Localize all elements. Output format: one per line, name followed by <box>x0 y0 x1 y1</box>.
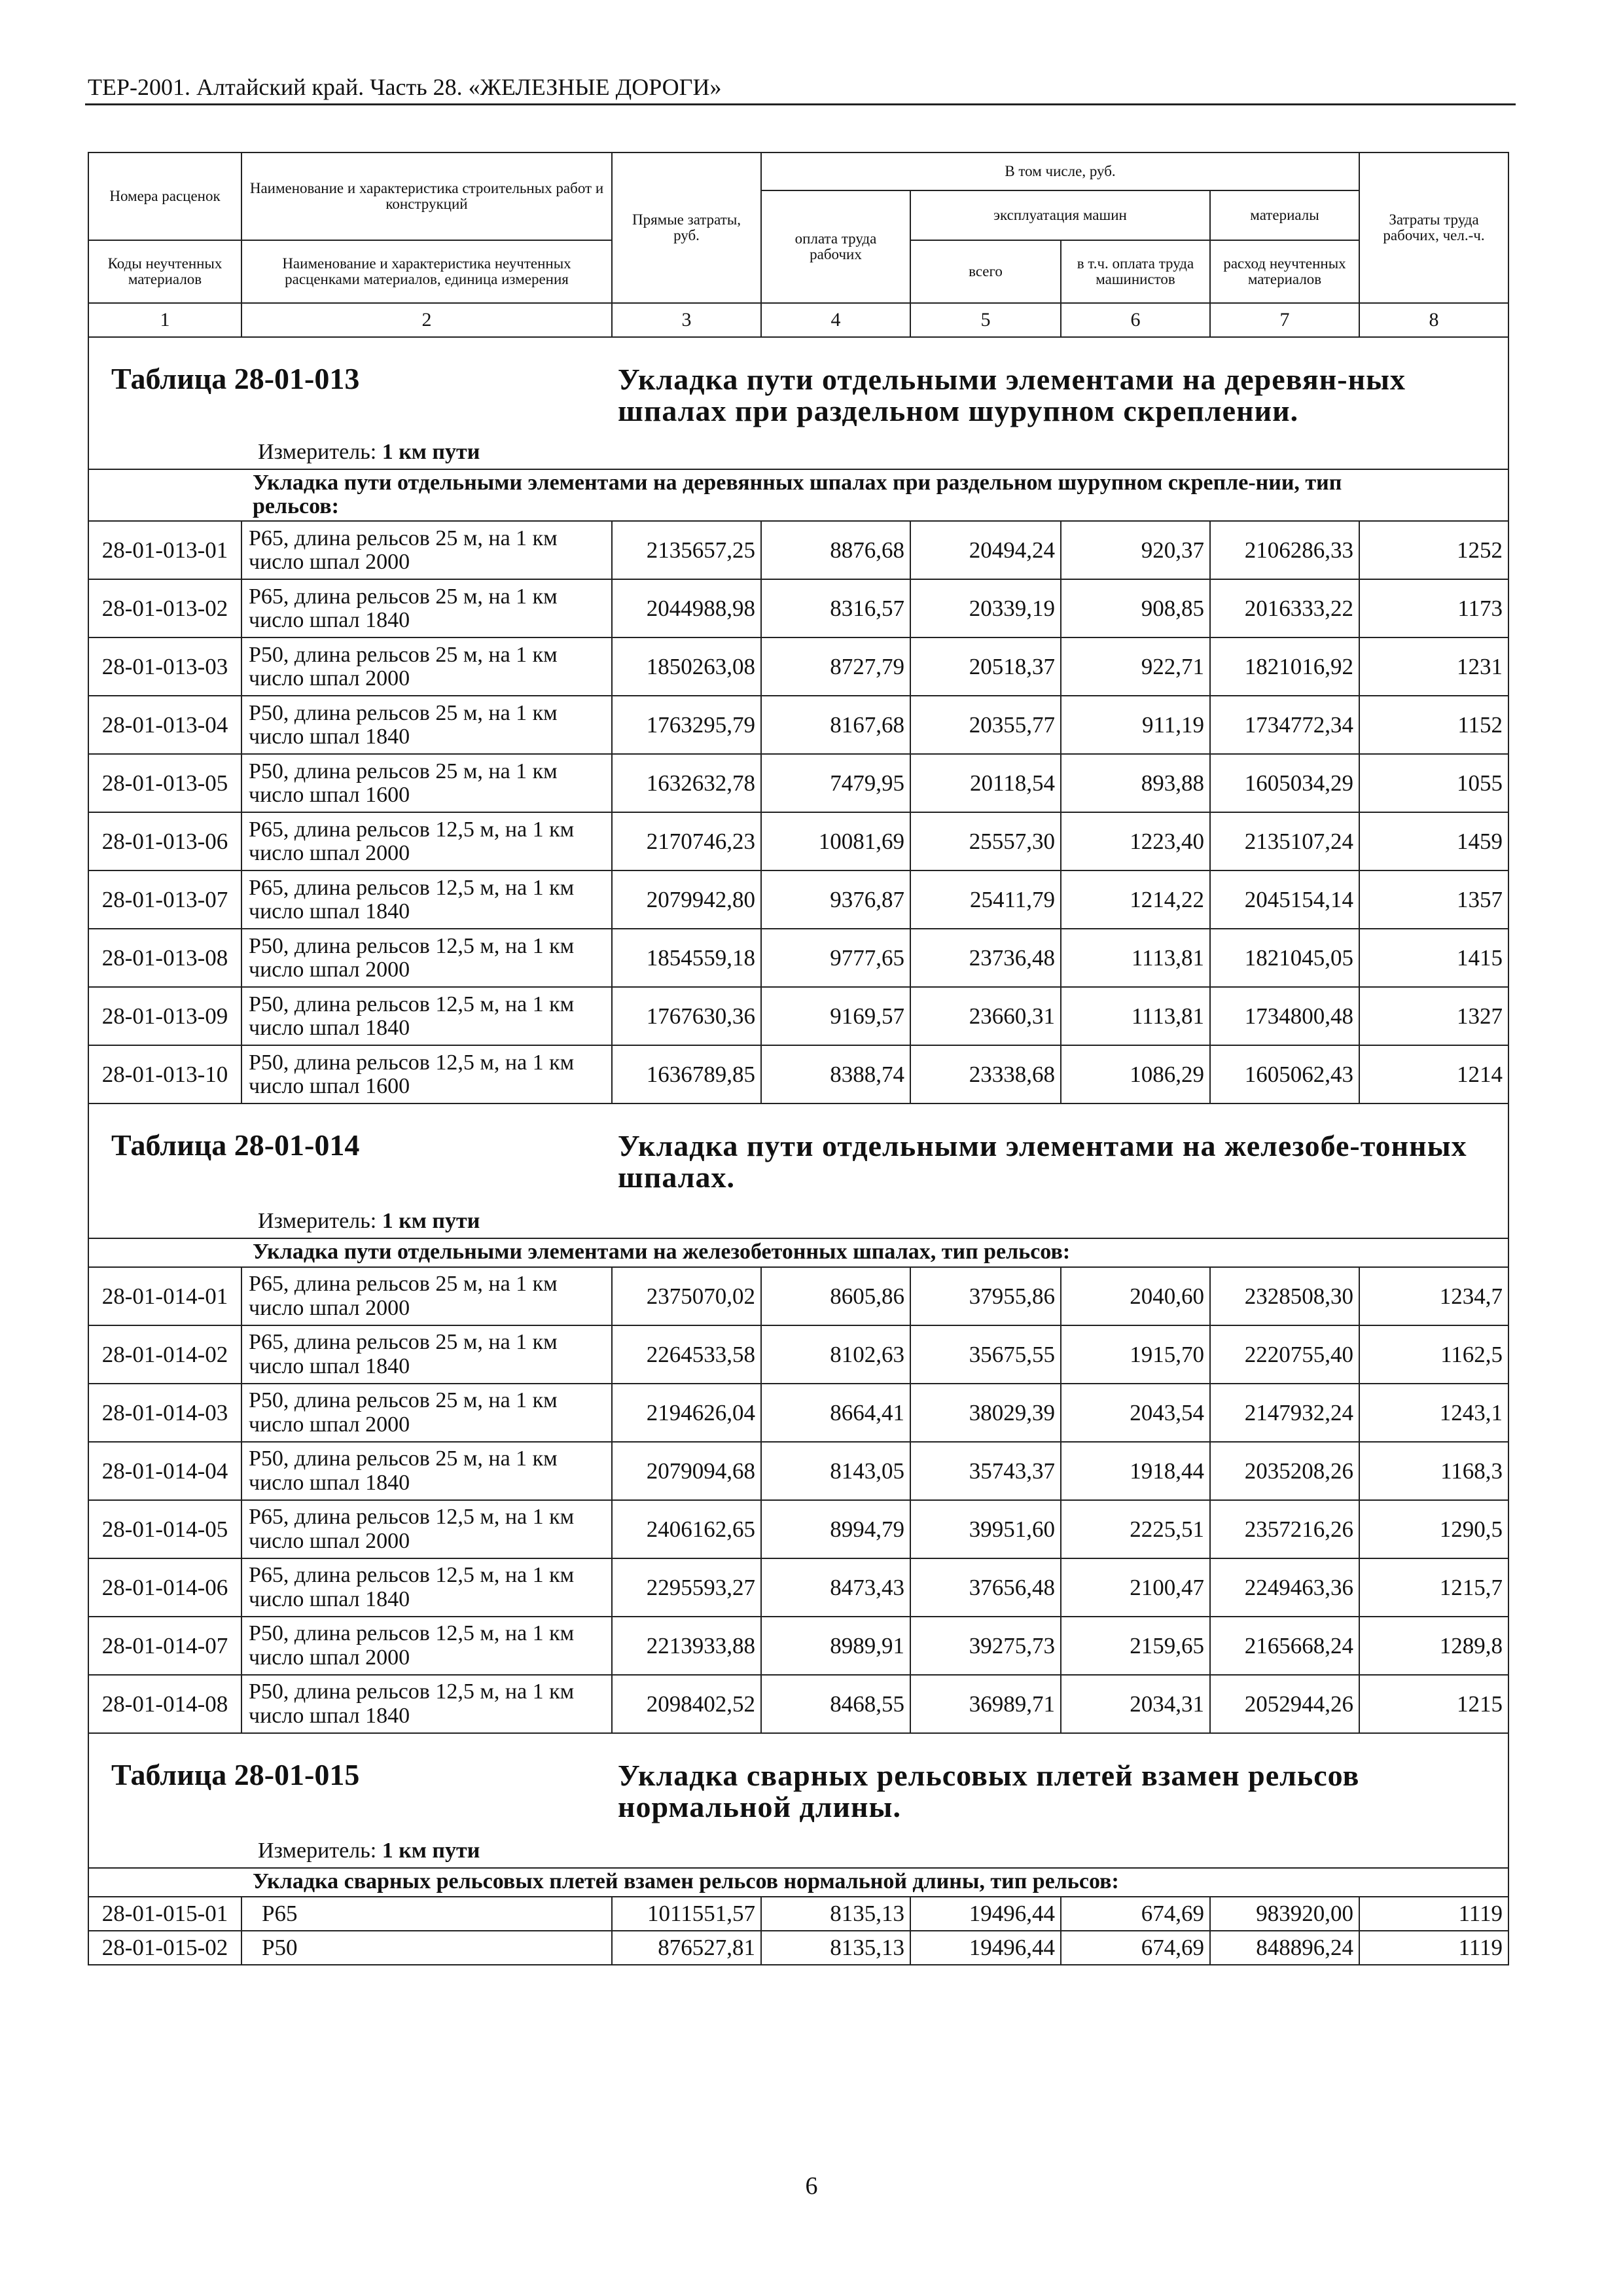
machinists-pay: 2043,54 <box>1061 1384 1210 1442</box>
col-header-code-a: Номера расценок <box>88 152 241 240</box>
materials-cost: 1605034,29 <box>1210 754 1359 812</box>
rate-code: 28-01-013-04 <box>88 696 241 754</box>
rate-description: Р50, длина рельсов 25 м, на 1 км число шпал 2000 <box>241 1384 612 1442</box>
labor-pay: 8316,57 <box>761 579 910 637</box>
machines-total: 23338,68 <box>910 1045 1061 1103</box>
rate-code: 28-01-013-05 <box>88 754 241 812</box>
direct-costs: 2098402,52 <box>612 1675 761 1733</box>
machines-total: 23660,31 <box>910 987 1061 1045</box>
rate-description: Р65, длина рельсов 12,5 м, на 1 км число шпал 1840 <box>241 1558 612 1617</box>
rate-code: 28-01-014-06 <box>88 1558 241 1617</box>
machines-total: 37955,86 <box>910 1267 1061 1325</box>
materials-cost: 1821016,92 <box>1210 637 1359 696</box>
materials-cost: 2052944,26 <box>1210 1675 1359 1733</box>
labor-hours: 1119 <box>1359 1897 1508 1931</box>
labor-pay: 8727,79 <box>761 637 910 696</box>
machines-total: 25557,30 <box>910 812 1061 870</box>
labor-pay: 8167,68 <box>761 696 910 754</box>
direct-costs: 1854559,18 <box>612 929 761 987</box>
machines-total: 36989,71 <box>910 1675 1061 1733</box>
table-label: Таблица 28-01-014 <box>111 1128 360 1162</box>
labor-hours: 1290,5 <box>1359 1500 1508 1558</box>
machinists-pay: 920,37 <box>1061 521 1210 579</box>
labor-hours: 1289,8 <box>1359 1617 1508 1675</box>
labor-hours: 1214 <box>1359 1045 1508 1103</box>
rates-table <box>88 152 1509 1965</box>
rate-description: Р50, длина рельсов 25 м, на 1 км число шпал 1840 <box>241 696 612 754</box>
table-label: Таблица 28-01-015 <box>111 1758 360 1792</box>
col-number: 6 <box>1061 303 1210 337</box>
labor-pay: 9169,57 <box>761 987 910 1045</box>
materials-cost: 2165668,24 <box>1210 1617 1359 1675</box>
rate-description: Р50, длина рельсов 12,5 м, на 1 км число шпал 1840 <box>241 1675 612 1733</box>
table-row <box>88 1897 1508 1931</box>
labor-pay: 8664,41 <box>761 1384 910 1442</box>
rate-code: 28-01-013-02 <box>88 579 241 637</box>
col-header-mach-total: всего <box>910 240 1061 303</box>
machinists-pay: 911,19 <box>1061 696 1210 754</box>
table-label: Таблица 28-01-013 <box>111 362 360 395</box>
rate-description: Р50, длина рельсов 12,5 м, на 1 км число шпал 1840 <box>241 987 612 1045</box>
col-header-incl: В том числе, руб. <box>761 152 1359 190</box>
rate-code: 28-01-014-04 <box>88 1442 241 1500</box>
table-row <box>88 1617 1508 1675</box>
machinists-pay: 2040,60 <box>1061 1267 1210 1325</box>
col-header-name-b: Наименование и характеристика неучтенных расценками материалов, единица измерения <box>241 240 612 303</box>
machinists-pay: 674,69 <box>1061 1931 1210 1965</box>
machinists-pay: 1223,40 <box>1061 812 1210 870</box>
table-unit: Измеритель: 1 км пути <box>258 1839 480 1863</box>
header-rule <box>85 103 1516 105</box>
machinists-pay: 908,85 <box>1061 579 1210 637</box>
table-row <box>88 1325 1508 1384</box>
col-header-direct: Прямые затраты, руб. <box>612 152 761 303</box>
table-rows <box>88 1897 1508 1965</box>
rate-code: 28-01-014-05 <box>88 1500 241 1558</box>
labor-pay: 8473,43 <box>761 1558 910 1617</box>
rate-code: 28-01-014-07 <box>88 1617 241 1675</box>
labor-hours: 1252 <box>1359 521 1508 579</box>
labor-hours: 1162,5 <box>1359 1325 1508 1384</box>
table-row <box>88 1267 1508 1325</box>
table-row <box>88 521 1508 579</box>
machines-total: 25411,79 <box>910 870 1061 929</box>
materials-cost: 2045154,14 <box>1210 870 1359 929</box>
direct-costs: 2170746,23 <box>612 812 761 870</box>
col-number: 2 <box>241 303 612 337</box>
col-header-mat-unaccounted: расход неучтенных материалов <box>1210 240 1359 303</box>
machines-total: 38029,39 <box>910 1384 1061 1442</box>
materials-cost: 2357216,26 <box>1210 1500 1359 1558</box>
col-number: 1 <box>88 303 241 337</box>
labor-pay: 8143,05 <box>761 1442 910 1500</box>
direct-costs: 2295593,27 <box>612 1558 761 1617</box>
labor-pay: 8102,63 <box>761 1325 910 1384</box>
table-row <box>88 637 1508 696</box>
table-row <box>88 1558 1508 1617</box>
labor-pay: 8989,91 <box>761 1617 910 1675</box>
machines-total: 20355,77 <box>910 696 1061 754</box>
labor-hours: 1173 <box>1359 579 1508 637</box>
machines-total: 23736,48 <box>910 929 1061 987</box>
machinists-pay: 1113,81 <box>1061 987 1210 1045</box>
rate-description: Р50, длина рельсов 25 м, на 1 км число шпал 1600 <box>241 754 612 812</box>
rate-code: 28-01-013-09 <box>88 987 241 1045</box>
labor-hours: 1415 <box>1359 929 1508 987</box>
machinists-pay: 1214,22 <box>1061 870 1210 929</box>
materials-cost: 1734772,34 <box>1210 696 1359 754</box>
labor-pay: 8876,68 <box>761 521 910 579</box>
materials-cost: 848896,24 <box>1210 1931 1359 1965</box>
table-row <box>88 1384 1508 1442</box>
col-header-labor-cost: Затраты труда рабочих, чел.-ч. <box>1359 152 1508 303</box>
direct-costs: 2135657,25 <box>612 521 761 579</box>
rate-code: 28-01-014-02 <box>88 1325 241 1384</box>
rate-code: 28-01-015-02 <box>88 1931 241 1965</box>
direct-costs: 2264533,58 <box>612 1325 761 1384</box>
labor-hours: 1119 <box>1359 1931 1508 1965</box>
running-header: ТЕР-2001. Алтайский край. Часть 28. «ЖЕЛЕЗНЫЕ ДОРОГИ» <box>88 74 722 100</box>
machinists-pay: 2225,51 <box>1061 1500 1210 1558</box>
materials-cost: 2035208,26 <box>1210 1442 1359 1500</box>
col-header-name-a: Наименование и характеристика строительных работ и конструкций <box>241 152 612 240</box>
direct-costs: 1632632,78 <box>612 754 761 812</box>
labor-pay: 10081,69 <box>761 812 910 870</box>
page-number: 6 <box>805 2172 818 2200</box>
machines-total: 37656,48 <box>910 1558 1061 1617</box>
materials-cost: 2220755,40 <box>1210 1325 1359 1384</box>
machines-total: 39275,73 <box>910 1617 1061 1675</box>
table-row <box>88 1675 1508 1733</box>
table-name: Укладка сварных рельсовых плетей взамен рельсов нормальной длины. <box>618 1759 1360 1823</box>
machinists-pay: 2034,31 <box>1061 1675 1210 1733</box>
machinists-pay: 922,71 <box>1061 637 1210 696</box>
direct-costs: 2194626,04 <box>612 1384 761 1442</box>
labor-pay: 9376,87 <box>761 870 910 929</box>
labor-hours: 1152 <box>1359 696 1508 754</box>
materials-cost: 2328508,30 <box>1210 1267 1359 1325</box>
labor-pay: 8994,79 <box>761 1500 910 1558</box>
table-row <box>88 754 1508 812</box>
materials-cost: 2249463,36 <box>1210 1558 1359 1617</box>
rate-code: 28-01-014-03 <box>88 1384 241 1442</box>
materials-cost: 2135107,24 <box>1210 812 1359 870</box>
labor-hours: 1327 <box>1359 987 1508 1045</box>
rate-code: 28-01-014-01 <box>88 1267 241 1325</box>
table-unit: Измеритель: 1 км пути <box>258 440 480 464</box>
table-row <box>88 929 1508 987</box>
labor-hours: 1215,7 <box>1359 1558 1508 1617</box>
table-row <box>88 696 1508 754</box>
col-number: 3 <box>612 303 761 337</box>
rate-code: 28-01-015-01 <box>88 1897 241 1931</box>
labor-hours: 1168,3 <box>1359 1442 1508 1500</box>
direct-costs: 2079094,68 <box>612 1442 761 1500</box>
direct-costs: 876527,81 <box>612 1931 761 1965</box>
col-header-materials: материалы <box>1210 190 1359 240</box>
rate-description: Р65, длина рельсов 25 м, на 1 км число шпал 1840 <box>241 1325 612 1384</box>
direct-costs: 1850263,08 <box>612 637 761 696</box>
labor-pay: 8468,55 <box>761 1675 910 1733</box>
table-name: Укладка пути отдельными элементами на железобе-тонных шпалах. <box>618 1129 1467 1194</box>
table-title-block <box>88 337 1508 469</box>
materials-cost: 1605062,43 <box>1210 1045 1359 1103</box>
labor-pay: 8135,13 <box>761 1931 910 1965</box>
machinists-pay: 1918,44 <box>1061 1442 1210 1500</box>
machinists-pay: 1113,81 <box>1061 929 1210 987</box>
machines-total: 20118,54 <box>910 754 1061 812</box>
labor-hours: 1215 <box>1359 1675 1508 1733</box>
col-header-mach-labor: в т.ч. оплата труда машинистов <box>1061 240 1210 303</box>
machinists-pay: 1086,29 <box>1061 1045 1210 1103</box>
table-title-block <box>88 1733 1508 1868</box>
materials-cost: 2106286,33 <box>1210 521 1359 579</box>
machines-total: 20518,37 <box>910 637 1061 696</box>
materials-cost: 983920,00 <box>1210 1897 1359 1931</box>
col-number: 7 <box>1210 303 1359 337</box>
machines-total: 19496,44 <box>910 1931 1061 1965</box>
table-rows <box>88 1267 1508 1733</box>
direct-costs: 1763295,79 <box>612 696 761 754</box>
table-row <box>88 1931 1508 1965</box>
table-row <box>88 812 1508 870</box>
rate-description: Р65 <box>241 1897 612 1931</box>
col-header-machines: эксплуатация машин <box>910 190 1210 240</box>
direct-costs: 2044988,98 <box>612 579 761 637</box>
rate-description: Р65, длина рельсов 25 м, на 1 км число шпал 2000 <box>241 521 612 579</box>
direct-costs: 2079942,80 <box>612 870 761 929</box>
col-number: 4 <box>761 303 910 337</box>
rate-description: Р50, длина рельсов 12,5 м, на 1 км число шпал 2000 <box>241 929 612 987</box>
rate-description: Р65, длина рельсов 12,5 м, на 1 км число шпал 2000 <box>241 812 612 870</box>
labor-hours: 1459 <box>1359 812 1508 870</box>
machinists-pay: 674,69 <box>1061 1897 1210 1931</box>
machinists-pay: 1915,70 <box>1061 1325 1210 1384</box>
rate-description: Р50, длина рельсов 25 м, на 1 км число шпал 2000 <box>241 637 612 696</box>
rate-code: 28-01-013-03 <box>88 637 241 696</box>
materials-cost: 2147932,24 <box>1210 1384 1359 1442</box>
labor-pay: 9777,65 <box>761 929 910 987</box>
labor-hours: 1357 <box>1359 870 1508 929</box>
rate-description: Р65, длина рельсов 25 м, на 1 км число шпал 1840 <box>241 579 612 637</box>
table-row <box>88 870 1508 929</box>
machinists-pay: 893,88 <box>1061 754 1210 812</box>
direct-costs: 2375070,02 <box>612 1267 761 1325</box>
rate-description: Р65, длина рельсов 25 м, на 1 км число шпал 2000 <box>241 1267 612 1325</box>
labor-pay: 8605,86 <box>761 1267 910 1325</box>
labor-hours: 1055 <box>1359 754 1508 812</box>
direct-costs: 1767630,36 <box>612 987 761 1045</box>
rate-code: 28-01-013-10 <box>88 1045 241 1103</box>
machines-total: 19496,44 <box>910 1897 1061 1931</box>
labor-pay: 8388,74 <box>761 1045 910 1103</box>
machines-total: 20339,19 <box>910 579 1061 637</box>
rate-description: Р65, длина рельсов 12,5 м, на 1 км число шпал 2000 <box>241 1500 612 1558</box>
col-number: 5 <box>910 303 1061 337</box>
rate-code: 28-01-014-08 <box>88 1675 241 1733</box>
table-row <box>88 1442 1508 1500</box>
rate-description: Р65, длина рельсов 12,5 м, на 1 км число шпал 1840 <box>241 870 612 929</box>
direct-costs: 1636789,85 <box>612 1045 761 1103</box>
rate-code: 28-01-013-07 <box>88 870 241 929</box>
table-unit: Измеритель: 1 км пути <box>258 1209 480 1234</box>
table-row <box>88 1500 1508 1558</box>
machines-total: 35675,55 <box>910 1325 1061 1384</box>
rate-code: 28-01-013-08 <box>88 929 241 987</box>
rate-description: Р50, длина рельсов 12,5 м, на 1 км число шпал 2000 <box>241 1617 612 1675</box>
labor-hours: 1234,7 <box>1359 1267 1508 1325</box>
table-subheading: Укладка сварных рельсовых плетей взамен рельсов нормальной длины, тип рельсов: <box>88 1868 1508 1897</box>
table-title-block <box>88 1103 1508 1238</box>
machinists-pay: 2100,47 <box>1061 1558 1210 1617</box>
rate-code: 28-01-013-01 <box>88 521 241 579</box>
table-subheading: Укладка пути отдельными элементами на железобетонных шпалах, тип рельсов: <box>88 1238 1508 1267</box>
labor-pay: 7479,95 <box>761 754 910 812</box>
rate-description: Р50, длина рельсов 25 м, на 1 км число шпал 1840 <box>241 1442 612 1500</box>
direct-costs: 2406162,65 <box>612 1500 761 1558</box>
col-header-labor: оплата труда рабочих <box>761 190 910 303</box>
table-row <box>88 987 1508 1045</box>
table-row <box>88 1045 1508 1103</box>
labor-pay: 8135,13 <box>761 1897 910 1931</box>
machines-total: 20494,24 <box>910 521 1061 579</box>
machines-total: 35743,37 <box>910 1442 1061 1500</box>
rate-description: Р50, длина рельсов 12,5 м, на 1 км число шпал 1600 <box>241 1045 612 1103</box>
table-rows <box>88 521 1508 1103</box>
materials-cost: 2016333,22 <box>1210 579 1359 637</box>
table-row <box>88 579 1508 637</box>
direct-costs: 2213933,88 <box>612 1617 761 1675</box>
machines-total: 39951,60 <box>910 1500 1061 1558</box>
materials-cost: 1734800,48 <box>1210 987 1359 1045</box>
materials-cost: 1821045,05 <box>1210 929 1359 987</box>
direct-costs: 1011551,57 <box>612 1897 761 1931</box>
labor-hours: 1243,1 <box>1359 1384 1508 1442</box>
col-header-code-b: Коды неучтенных материалов <box>88 240 241 303</box>
table-subheading: Укладка пути отдельными элементами на деревянных шпалах при раздельном шурупном скрепле-нии, тип рельсов: <box>88 469 1508 521</box>
labor-hours: 1231 <box>1359 637 1508 696</box>
machinists-pay: 2159,65 <box>1061 1617 1210 1675</box>
table-name: Укладка пути отдельными элементами на деревян-ных шпалах при раздельном шурупном скреплении. <box>618 363 1406 427</box>
rate-description: Р50 <box>241 1931 612 1965</box>
rate-code: 28-01-013-06 <box>88 812 241 870</box>
col-number: 8 <box>1359 303 1508 337</box>
